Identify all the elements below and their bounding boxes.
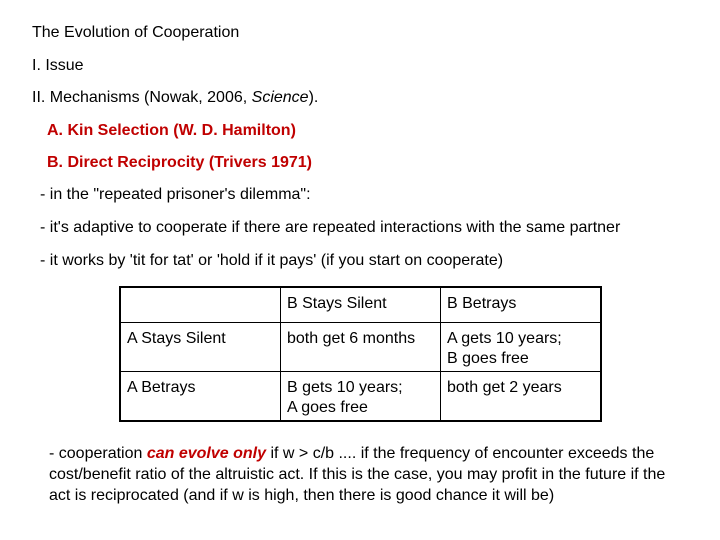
matrix-cell-line: both get 6 months [287, 330, 416, 347]
conclusion-pre: - cooperation [49, 445, 147, 462]
matrix-cell [441, 323, 602, 372]
matrix-cell-line: both get 2 years [447, 379, 562, 396]
matrix-row-label: A Stays Silent [120, 323, 281, 372]
matrix-header-row [120, 287, 601, 323]
bullet-tit-for-tat: - it works by 'tit for tat' or 'hold if it pays' (if you start on cooperate) [40, 252, 504, 269]
page-title: The Evolution of Cooperation [32, 24, 240, 41]
matrix-cell-line: B gets 10 years; [287, 379, 403, 396]
matrix-row [120, 323, 601, 372]
bullet-adaptive: - it's adaptive to cooperate if there are repeated interactions with the same partner [40, 219, 621, 236]
conclusion-highlight: can evolve only [146, 445, 267, 462]
mechanisms-suffix: ). [308, 89, 319, 106]
matrix-col-header: B Betrays [441, 287, 602, 323]
conclusion-paragraph [49, 443, 689, 506]
matrix-cell [441, 372, 602, 422]
matrix-row [120, 372, 601, 422]
matrix-row-label: A Betrays [120, 372, 281, 422]
matrix-cell [281, 323, 441, 372]
kin-selection-heading: A. Kin Selection (W. D. Hamilton) [47, 122, 296, 139]
bullet-repeated-dilemma: - in the "repeated prisoner's dilemma": [40, 186, 311, 203]
issue-heading: I. Issue [32, 57, 84, 74]
conclusion-post: if w > c/b .... if the frequency of encounter exceeds the cost/benefit ratio of the altruistic act. If this is the case, you may profit in the future if the act is reciprocated (and if w is high, then there is good chance it will be) [49, 445, 666, 504]
mechanisms-prefix: II. Mechanisms (Nowak, 2006, [32, 89, 252, 106]
mechanisms-heading [32, 88, 318, 108]
matrix-cell-line: A goes free [287, 399, 368, 416]
matrix-corner-cell [120, 287, 281, 323]
matrix-cell-line: B goes free [447, 350, 529, 367]
journal-name: Science [251, 89, 309, 106]
direct-reciprocity-heading: B. Direct Reciprocity (Trivers 1971) [47, 154, 313, 171]
matrix-cell [281, 372, 441, 422]
matrix-cell-line: A gets 10 years; [447, 330, 562, 347]
payoff-matrix [119, 286, 602, 422]
matrix-col-header: B Stays Silent [281, 287, 441, 323]
